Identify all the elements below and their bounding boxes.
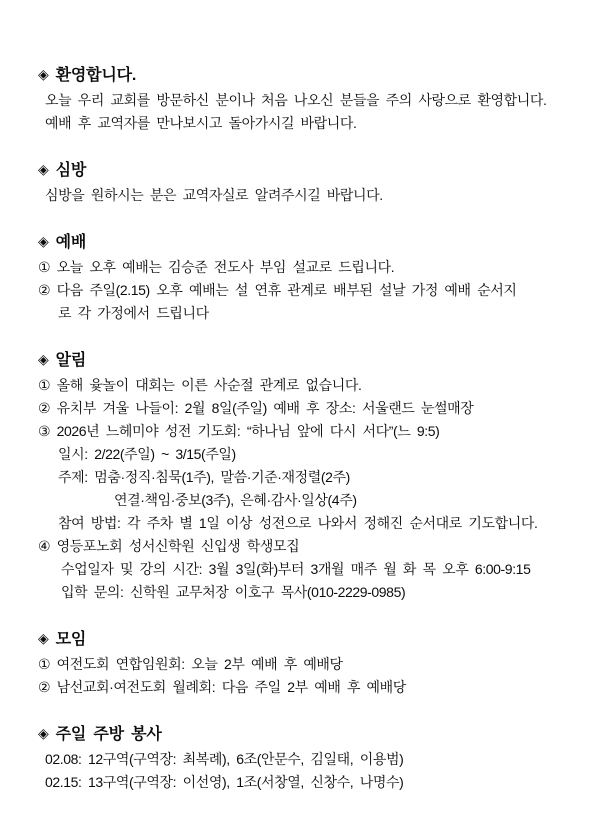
section-title: 알림 [55, 352, 87, 369]
schedule-line: 02.15: 13구역(구역장: 이선영), 1조(서창열, 신창수, 나명수) [45, 774, 404, 790]
numbered-item: ② 유치부 겨울 나들이: 2월 8일(주일) 예배 후 장소: 서울랜드 눈썰매장 [38, 400, 474, 416]
section-welcome [38, 64, 574, 135]
section-title: 주일 주방 봉사 [55, 726, 162, 743]
section-heading [38, 628, 574, 651]
section-heading [38, 723, 574, 746]
diamond-bullet-icon: ◈ [38, 161, 49, 177]
detail-line: 수업일자 및 강의 시간: 3월 3일(화)부터 3개월 매주 월 화 목 오후 6:00-9:15 [61, 561, 531, 577]
body-line: 심방을 원하시는 분은 교역자실로 알려주시길 바랍니다. [45, 187, 383, 203]
numbered-item: ② 다음 주일(2.15) 오후 예배는 설 연휴 관계로 배부된 설날 가정 예배 순서지 [38, 282, 517, 298]
section-visitation [38, 159, 574, 207]
detail-line: 주제: 멈춤·정직·침묵(1주), 말씀·기준·재정렬(2주) [58, 469, 350, 485]
section-kitchen-service [38, 723, 574, 794]
body-line: 오늘 우리 교회를 방문하신 분이나 처음 나오신 분들을 주의 사랑으로 환영합니다. [45, 92, 547, 108]
detail-line: 참여 방법: 각 주차 별 1일 이상 성전으로 나와서 정해진 순서대로 기도합니다. [58, 515, 538, 531]
section-title: 심방 [55, 162, 87, 179]
numbered-item: ① 여전도회 연합임원회: 오늘 2부 예배 후 예배당 [38, 656, 343, 672]
numbered-item: ③ 2026년 느헤미야 성전 기도회: “하나님 앞에 다시 서다”(느 9:5) [38, 423, 440, 439]
continuation-line: 로 각 가정에서 드립니다 [58, 305, 209, 321]
diamond-bullet-icon: ◈ [38, 66, 49, 82]
section-title: 환영합니다. [55, 67, 137, 84]
diamond-bullet-icon: ◈ [38, 351, 49, 367]
section-title: 모임 [55, 631, 87, 648]
section-heading [38, 64, 574, 87]
detail-line: 입학 문의: 신학원 교무처장 이호구 목사(010-2229-0985) [61, 584, 406, 600]
section-title: 예배 [55, 234, 87, 251]
body-line: 예배 후 교역자를 만나보시고 돌아가시길 바랍니다. [45, 115, 357, 131]
section-announcements [38, 349, 574, 604]
section-heading [38, 159, 574, 182]
diamond-bullet-icon: ◈ [38, 725, 49, 741]
detail-line: 일시: 2/22(주일) ~ 3/15(주일) [58, 446, 236, 462]
schedule-line: 02.08: 12구역(구역장: 최복례), 6조(안문수, 김일태, 이용범) [45, 751, 404, 767]
section-heading [38, 349, 574, 372]
numbered-item: ④ 영등포노회 성서신학원 신입생 학생모집 [38, 538, 300, 554]
diamond-bullet-icon: ◈ [38, 233, 49, 249]
detail-line: 연결·책임·중보(3주), 은혜·감사·일상(4주) [114, 492, 357, 508]
numbered-item: ① 올해 윷놀이 대회는 이른 사순절 관계로 없습니다. [38, 377, 362, 393]
numbered-item: ② 남선교회·여전도회 월례회: 다음 주일 2부 예배 후 예배당 [38, 679, 406, 695]
diamond-bullet-icon: ◈ [38, 630, 49, 646]
section-worship [38, 231, 574, 325]
section-heading [38, 231, 574, 254]
section-meetings [38, 628, 574, 699]
numbered-item: ① 오늘 오후 예배는 김승준 전도사 부임 설교로 드립니다. [38, 259, 395, 275]
